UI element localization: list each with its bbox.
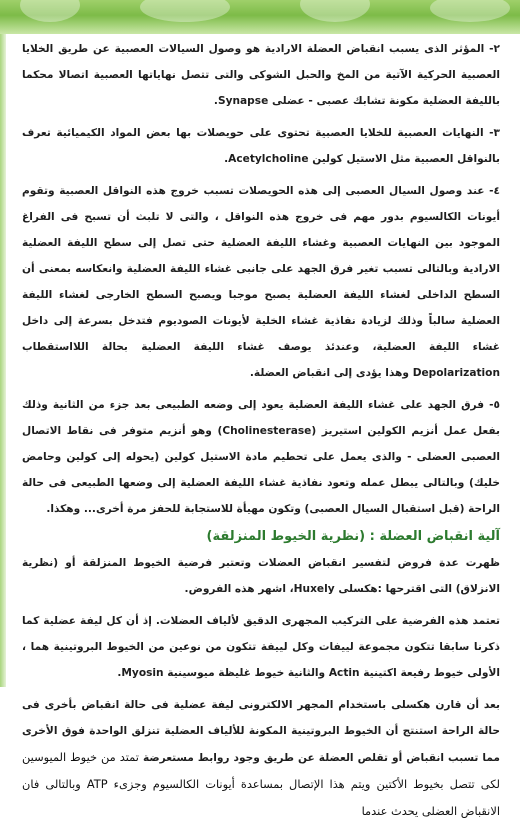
paragraph-3: ٣- النهايات العصبية للخلايا العصبية تحتوى على حويصلات بها بعض المواد الكيميائية تعرف بالنواقل العصبية مثل الاستيل كولين Acetylcholine. xyxy=(22,127,500,165)
paragraph-huxley-bold: بعد أن قارن هكسلى باستخدام المجهر الالكترونى ليفة عضلية فى حالة انقباض بأخرى فى حالة الراحة استنتج أن الخيوط البروتينية المكونة للألياف العضلية تنزلق الواحدة فوق الأخرى مما تسبب انقباض أو تقلص العضلة عن طريق وجود روابط مستعرضة xyxy=(22,699,500,764)
paragraph-4: ٤- عند وصول السيال العصبى إلى هذه الحويصلات تسبب خروج هذه النواقل العصبية وتقوم أيونات الكالسيوم بدور مهم فى خروج هذه النواقل ، والتى لا تلبث أن تسبح فى الفراغ الموجود بين النهايات العصبية وغشاء الليفة العضلية حتى تصل إلى سطح الليفة العضلية الارادية وبالتالى تسبب تغير فرق الجهد على جانبى غشاء الليفة العضلية وانعكاسه بمعنى أن السطح الداخلى لغشاء الليفة العضلية يصبح موجبا ويصبح السطح الخارجى لغشاء الليفة العضلية سالباً وذلك لزيادة نفاذية غشاء الخلية لأيونات الصوديوم فتدخل بسرعة إلى داخل غشاء الليفة العضلية، وعندئذ يوصف غشاء الليفة العضلية بحالة اللااستقطاب Depolarization وهذا يؤدى إلى انقباض العضلة. xyxy=(22,185,500,379)
header-banner xyxy=(0,0,520,34)
section-intro: ظهرت عدة فروض لتفسير انقباض العضلات وتعتبر فرضية الخيوط المنزلقة أو (نظرية الانزلاق) التى اقترحها :هكسلى Huxely، اشهر هذه الفروض. xyxy=(22,557,500,595)
paragraph-structure: تعتمد هذه الفرضية على التركيب المجهرى الدقيق لألياف العضلات. إذ أن كل ليفة عضلية كما ذكرنا سابقا تتكون مجموعة لييفات وكل لييفة تتكون من نوعين من الخيوط البروتينية هما ، الأولى خيوط رفيعة اكتينية Actin والثانية خيوط غليظة ميوسينية Myosin. xyxy=(22,615,500,679)
left-decorative-edge xyxy=(0,34,6,687)
paragraph-5: ٥- فرق الجهد على غشاء الليفة العضلية يعود إلى وضعه الطبيعى بعد جزء من الثانية وذلك بفعل عمل أنزيم الكولين استيريز (Cholinesterase) وهو أنزيم متوفر فى نقاط الاتصال العصبى العضلى - والذى يعمل على تحطيم مادة الاستيل كولين (يحوله إلى كولين وحامض خليك) وبالتالى يبطل عمله وتعود نفاذية غشاء الليفة العضلية إلى وضعها الطبيعى فى حالة الراحة (قبل استقبال السيال العصبى) وتكون مهيأة للاستجابة للحفز مرة أخرى... وهكذا. xyxy=(22,399,501,515)
paragraph-2: ٢- المؤثر الذى يسبب انقباض العضلة الارادية هو وصول السيالات العصبية عن طريق الخلايا العصبية الحركية الآتية من المخ والحبل الشوكى والتى تتصل نهاياتها العصبية اتصالا محكما بالليفة العضلية مكونة تشابك عصبى - عضلى Synapse. xyxy=(22,43,500,107)
paragraph-huxley-normal: تمتد من خيوط الميوسين لكى تتصل بخيوط الأكتين ويتم هذا الإتصال بمساعدة أيونات الكالسيوم وجزىء ATP وبالتالى فان الانقباض العضلى يحدث عندما xyxy=(22,750,500,818)
document-body xyxy=(22,34,501,818)
paragraph-huxley xyxy=(22,692,500,825)
section-heading: آلية انقباض العضلة : (نظرية الخيوط المنزلقة) xyxy=(206,529,500,544)
